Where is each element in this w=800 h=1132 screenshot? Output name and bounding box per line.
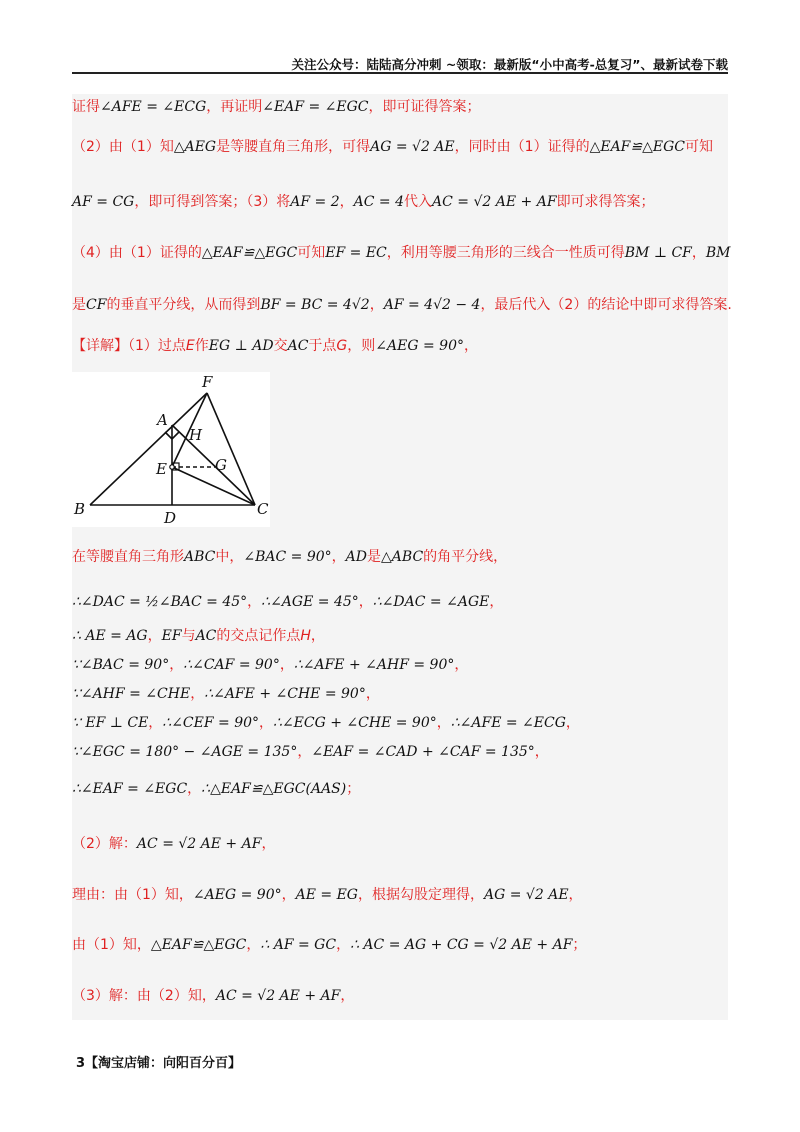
text-line-4: （4）由（1）证得的△EAF≌△EGC可知EF = EC，利用等腰三角形的三线合一性质可得BM ⊥ CF，BM	[72, 245, 731, 261]
text-line-10: ∵∠BAC = 90°，∴∠CAF = 90°，∴∠AFE + ∠AHF = 90°，	[72, 657, 469, 673]
text-line-3: AF = CG，即可得到答案；（3）将AF = 2，AC = 4代入AC = √2 AE + AF即可求得答案；	[72, 194, 655, 210]
page-footer: 3【淘宝店铺：向阳百分百】	[76, 1056, 242, 1071]
label-e: E	[156, 460, 167, 478]
text-line-13: ∵∠EGC = 180° − ∠AGE = 135°，∠EAF = ∠CAD + ∠CAF = 135°，	[72, 744, 549, 760]
label-g: G	[215, 456, 227, 474]
label-b: B	[74, 500, 86, 518]
text-line-7: 在等腰直角三角形ABC中，∠BAC = 90°，AD是△ABC的角平分线，	[72, 549, 508, 565]
text-line-14: ∴∠EAF = ∠EGC，∴△EAF≌△EGC(AAS)；	[72, 781, 361, 797]
text-line-18: （3）解：由（2）知，AC = √2 AE + AF，	[72, 988, 355, 1004]
header-divider	[72, 72, 728, 74]
geometry-figure	[72, 372, 270, 527]
segment-ec	[172, 467, 255, 505]
segment-bf	[90, 393, 207, 505]
label-d: D	[164, 509, 177, 527]
label-a: A	[157, 411, 168, 429]
text-line-17: 由（1）知，△EAF≌△EGC，∴ AF = GC，∴ AC = AG + CG = √2 AE + AF；	[72, 937, 587, 953]
text-line-9: ∴ AE = AG，EF与AC的交点记作点H，	[72, 628, 325, 644]
text-line-11: ∵∠AHF = ∠CHE，∴∠AFE + ∠CHE = 90°，	[72, 686, 380, 702]
triangle-diagram	[72, 372, 270, 527]
page-header: 关注公众号：陆陆高分冲刺 ~领取：最新版“小中高考-总复习”、最新试卷下载	[291, 57, 728, 72]
text-line-1: 证得∠AFE = ∠ECG，再证明∠EAF = ∠EGC，即可证得答案；	[72, 99, 481, 115]
text-line-15: （2）解：AC = √2 AE + AF，	[72, 836, 276, 852]
label-f: F	[202, 373, 213, 391]
text-line-12: ∵ EF ⊥ CE，∴∠CEF = 90°，∴∠ECG + ∠CHE = 90°，∴∠AFE = ∠ECG，	[72, 715, 580, 731]
text-line-8: ∴∠DAC = ½∠BAC = 45°，∴∠AGE = 45°，∴∠DAC = ∠AGE，	[72, 594, 504, 610]
text-line-6: 【详解】（1）过点E作EG ⊥ AD交AC于点G，则∠AEG = 90°，	[72, 338, 478, 354]
point-e	[170, 465, 174, 469]
label-c: C	[257, 500, 269, 518]
text-line-5: 是CF的垂直平分线，从而得到BF = BC = 4√2，AF = 4√2 − 4，最后代入（2）的结论中即可求得答案.	[72, 297, 732, 313]
text-line-2: （2）由（1）知△AEG是等腰直角三角形，可得AG = √2 AE，同时由（1）证得的△EAF≌△EGC可知	[72, 139, 714, 155]
segment-fc	[207, 393, 255, 505]
text-line-16: 理由：由（1）知，∠AEG = 90°，AE = EG，根据勾股定理得，AG = √2 AE，	[72, 887, 583, 903]
label-h: H	[189, 426, 203, 444]
segment-ac	[172, 425, 255, 505]
